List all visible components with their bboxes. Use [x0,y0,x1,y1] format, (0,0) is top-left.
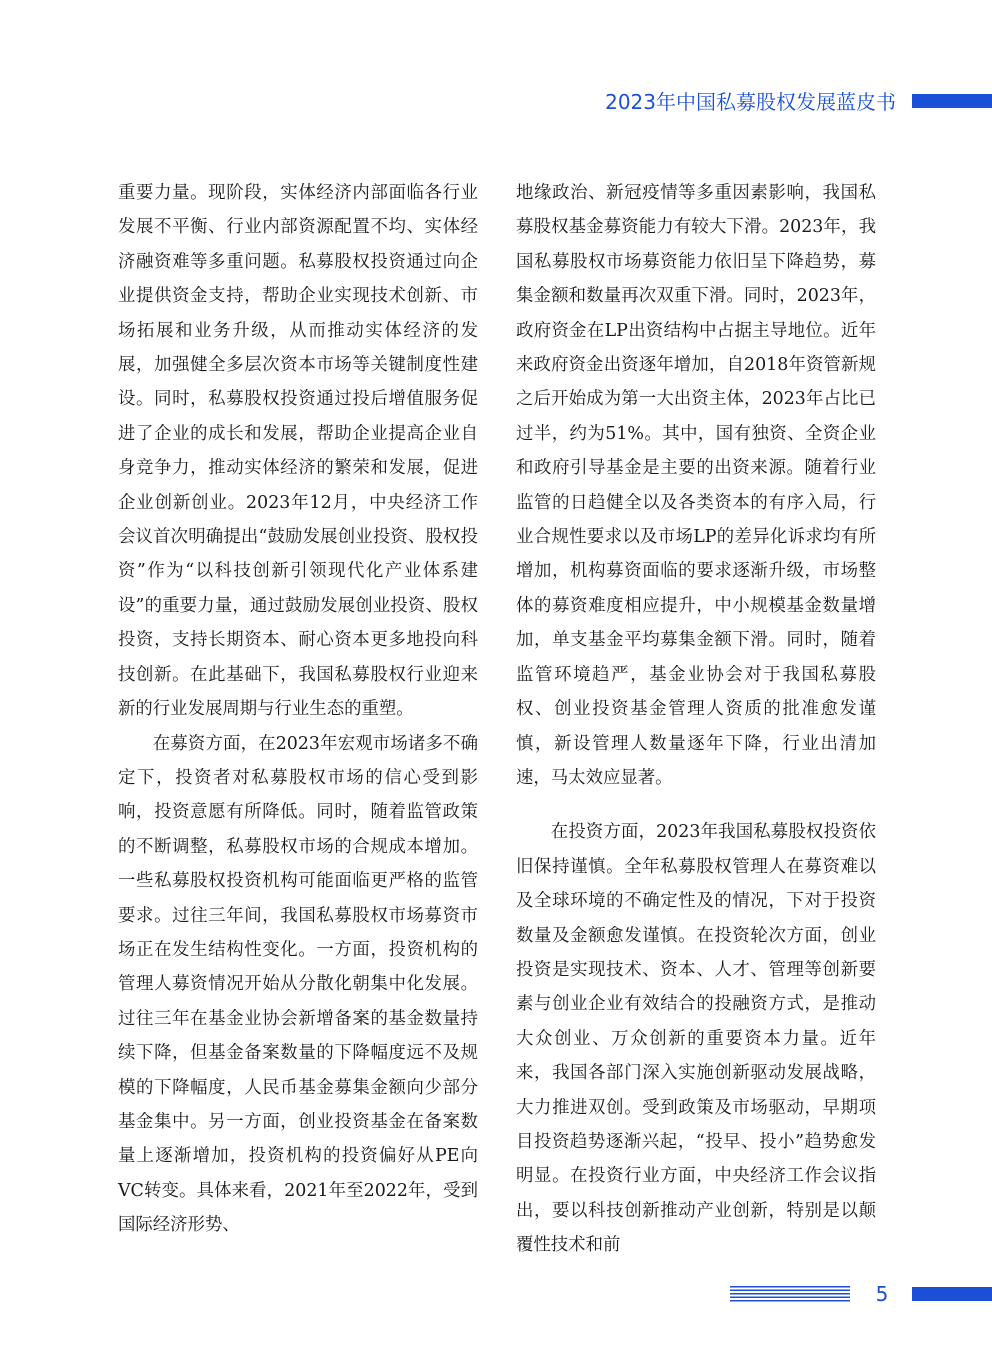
header-accent-bar [912,94,992,108]
left-paragraph-2: 在募资方面，在2023年宏观市场诸多不确定下，投资者对私募股权市场的信心受到影响，投资意愿有所降低。同时，随着监管政策的不断调整，私募股权市场的合规成本增加。一些私募股权投资机构可能面临更严格的监管要求。过往三年间，我国私募股权市场募资市场正在发生结构性变化。一方面，投资机构的管理人募资情况开始从分散化朝集中化发展。过往三年在基金业协会新增备案的基金数量持续下降，但基金备案数量的下降幅度远不及规模的下降幅度，人民币基金募集金额向少部分基金集中。另一方面，创业投资基金在备案数量上逐渐增加，投资机构的投资偏好从PE向VC转变。具体来看，2021年至2022年，受到国际经济形势、 [118,733,478,1236]
left-text-column [118,176,478,1243]
left-paragraph-1: 重要力量。现阶段，实体经济内部面临各行业发展不平衡、行业内部资源配置不均、实体经济融资难等多重问题。私募股权投资通过向企业提供资金支持，帮助企业实现技术创新、市场拓展和业务升级，从而推动实体经济的发展，加强健全多层次资本市场等关键制度性建设。同时，私募股权投资通过投后增值服务促进了企业的成长和发展，帮助企业提高企业自身竞争力，推动实体经济的繁荣和发展，促进企业创新创业。2023年12月，中央经济工作会议首次明确提出“鼓励发展创业投资、股权投资”作为“以科技创新引领现代化产业体系建设”的重要力量，通过鼓励发展创业投资、股权投资，支持长期资本、耐心资本更多地投向科技创新。在此基础下，我国私募股权行业迎来新的行业发展周期与行业生态的重塑。 [118,183,478,720]
footer-decorative-lines [730,1286,850,1302]
right-paragraph-1: 地缘政治、新冠疫情等多重因素影响，我国私募股权基金募资能力有较大下滑。2023年，我国私募股权市场募资能力依旧呈下降趋势，募集金额和数量再次双重下滑。同时，2023年，政府资金在LP出资结构中占据主导地位。近年来政府资金出资逐年增加，自2018年资管新规之后开始成为第一大出资主体，2023年占比已过半，约为51%。其中，国有独资、全资企业和政府引导基金是主要的出资来源。随着行业监管的日趋健全以及各类资本的有序入局，行业合规性要求以及市场LP的差异化诉求均有所增加，机构募资面临的要求逐渐升级，市场整体的募资难度相应提升，中小规模基金数量增加，单支基金平均募集金额下滑。同时，随着监管环境趋严，基金业协会对于我国私募股权、创业投资基金管理人资质的批准愈发谨慎，新设管理人数量逐年下降，行业出清加速，马太效应显著。 [516,183,876,788]
right-paragraph-2: 在投资方面，2023年我国私募股权投资依旧保持谨慎。全年私募股权管理人在募资难以及全球环境的不确定性及的情况，下对于投资数量及金额愈发谨慎。在投资轮次方面，创业投资是实现技术、资本、人才、管理等创新要素与创业企业有效结合的投融资方式，是推动大众创业、万众创新的重要资本力量。近年来，我国各部门深入实施创新驱动发展战略，大力推进双创。受到政策及市场驱动，早期项目投资趋势逐渐兴起，“投早、投小”趋势愈发明显。在投资行业方面，中央经济工作会议指出，要以科技创新推动产业创新，特别是以颠覆性技术和前 [516,822,876,1256]
right-text-column [516,176,876,1263]
footer-accent-bar [912,1287,992,1301]
page-number: 5 [875,1282,889,1306]
running-header-title: 2023年中国私募股权发展蓝皮书 [605,90,896,114]
